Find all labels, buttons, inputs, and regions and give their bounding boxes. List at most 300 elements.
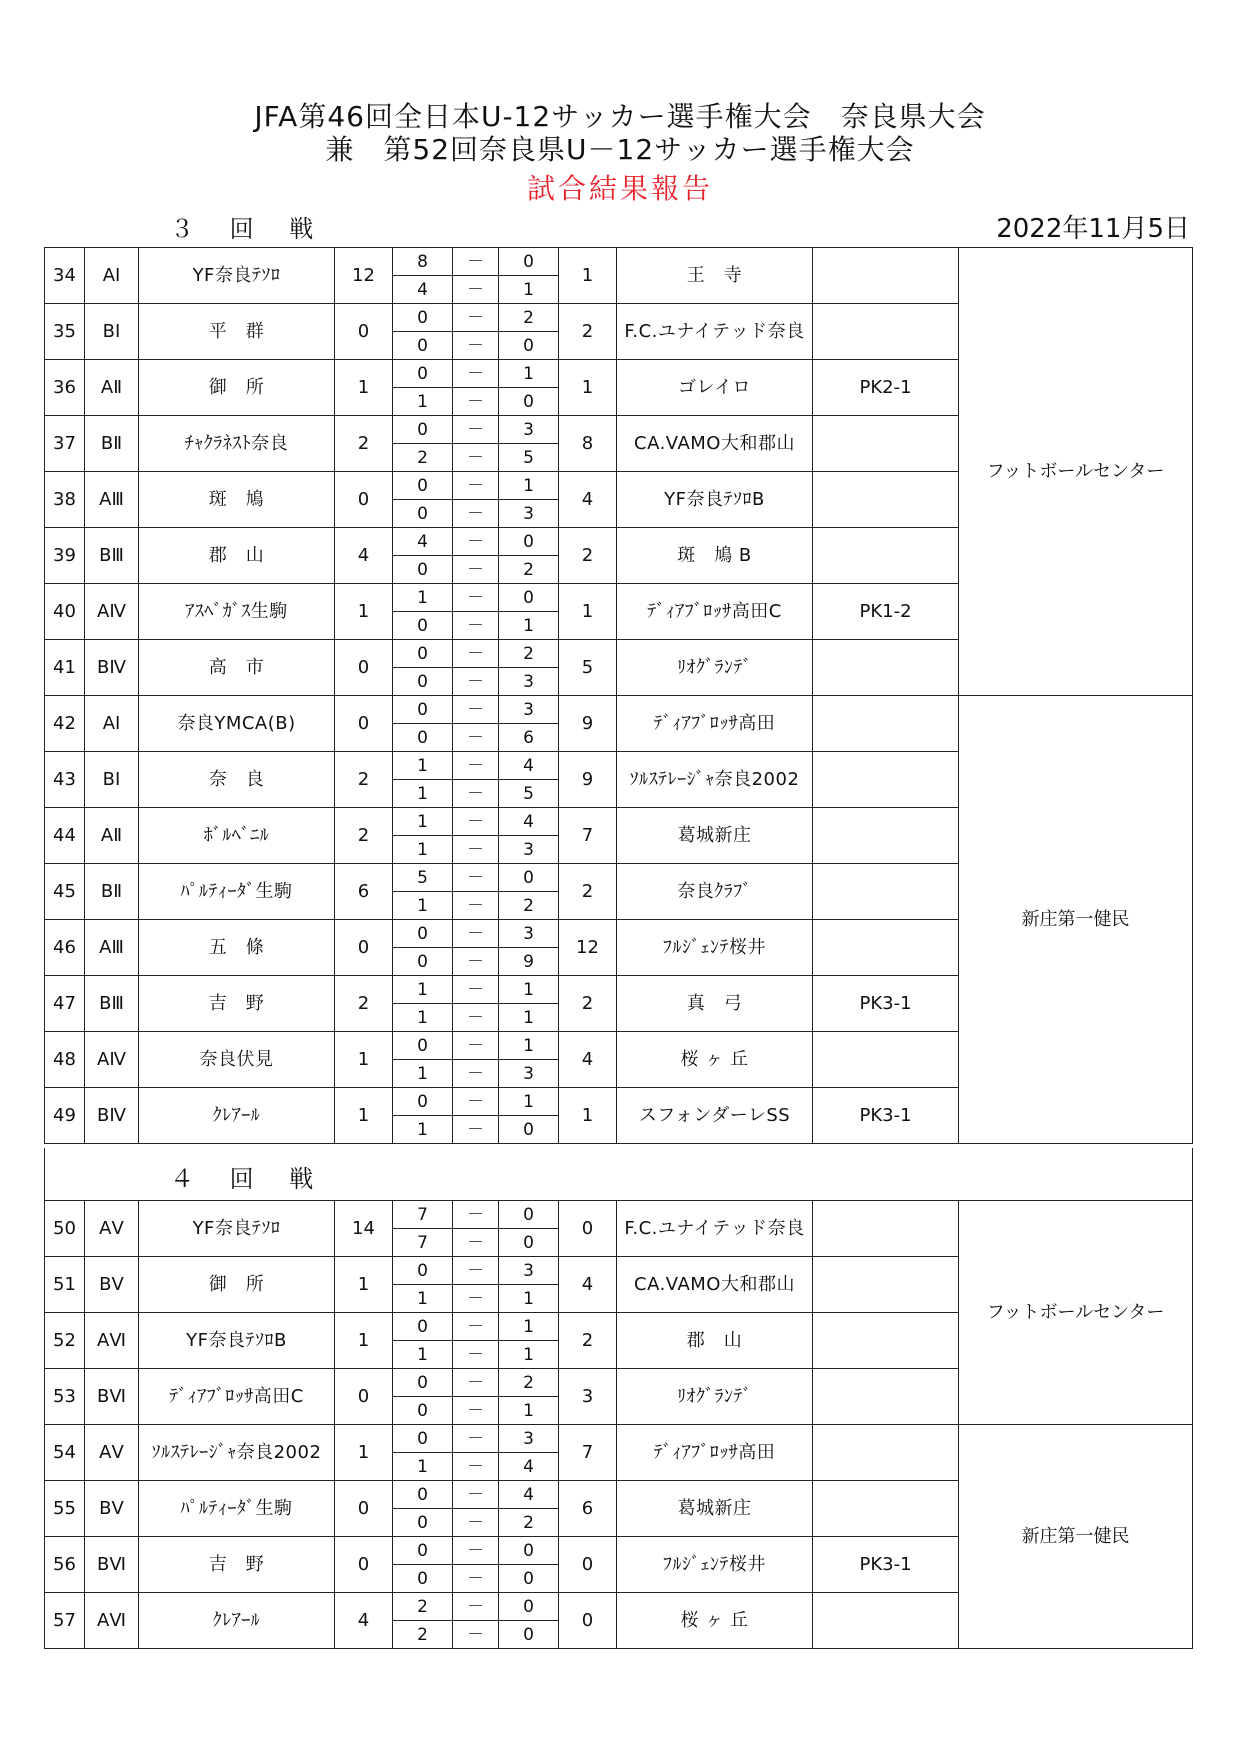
- second-half-away-score: 2: [499, 556, 559, 584]
- home-team: 高 市: [139, 640, 335, 696]
- score-dash: －: [453, 640, 499, 668]
- score-dash: －: [453, 836, 499, 864]
- match-number: 37: [45, 416, 85, 472]
- second-half-home-score: 1: [393, 1341, 453, 1369]
- first-half-away-score: 0: [499, 248, 559, 276]
- first-half-away-score: 0: [499, 584, 559, 612]
- pk-note: [813, 416, 959, 472]
- second-half-away-score: 0: [499, 1116, 559, 1144]
- match-number: 39: [45, 528, 85, 584]
- first-half-away-score: 1: [499, 1088, 559, 1116]
- first-half-home-score: 1: [393, 584, 453, 612]
- pk-note: [813, 1593, 959, 1649]
- match-number: 47: [45, 976, 85, 1032]
- first-half-home-score: 4: [393, 528, 453, 556]
- tournament-subtitle: 兼 第52回奈良県U－12サッカー選手権大会: [325, 133, 915, 166]
- home-team: ﾊﾟﾙﾃｨｰﾀﾞ生駒: [139, 864, 335, 920]
- score-dash: －: [453, 1509, 499, 1537]
- second-half-away-score: 3: [499, 1060, 559, 1088]
- away-team: 王 寺: [617, 248, 813, 304]
- second-half-away-score: 5: [499, 780, 559, 808]
- second-half-away-score: 1: [499, 1285, 559, 1313]
- match-number: 49: [45, 1088, 85, 1144]
- home-total-score: 2: [335, 416, 393, 472]
- match-number: 43: [45, 752, 85, 808]
- away-team: YF奈良ﾃｿﾛB: [617, 472, 813, 528]
- score-dash: －: [453, 304, 499, 332]
- second-half-home-score: 0: [393, 556, 453, 584]
- pk-note: [813, 248, 959, 304]
- match-number: 38: [45, 472, 85, 528]
- second-half-away-score: 3: [499, 668, 559, 696]
- match-row: [45, 1425, 1193, 1453]
- pk-note: [813, 528, 959, 584]
- match-number: 40: [45, 584, 85, 640]
- away-total-score: 3: [559, 1369, 617, 1425]
- away-team: 斑 鳩 B: [617, 528, 813, 584]
- first-half-away-score: 1: [499, 1313, 559, 1341]
- home-team: ｸﾚｱｰﾙ: [139, 1593, 335, 1649]
- first-half-home-score: 0: [393, 1425, 453, 1453]
- home-total-score: 0: [335, 472, 393, 528]
- home-total-score: 1: [335, 1425, 393, 1481]
- second-half-home-score: 0: [393, 1509, 453, 1537]
- block-label: AⅠ: [85, 248, 139, 304]
- home-total-score: 1: [335, 1088, 393, 1144]
- home-team: YF奈良ﾃｿﾛB: [139, 1313, 335, 1369]
- first-half-away-score: 4: [499, 1481, 559, 1509]
- score-dash: －: [453, 976, 499, 1004]
- second-half-home-score: 0: [393, 612, 453, 640]
- second-half-away-score: 0: [499, 388, 559, 416]
- score-dash: －: [453, 696, 499, 724]
- score-dash: －: [453, 556, 499, 584]
- away-team: ﾃﾞｨｱﾌﾞﾛｯｻ高田: [617, 1425, 813, 1481]
- away-total-score: 1: [559, 584, 617, 640]
- home-total-score: 0: [335, 696, 393, 752]
- match-number: 42: [45, 696, 85, 752]
- score-dash: －: [453, 248, 499, 276]
- block-label: AⅡ: [85, 808, 139, 864]
- away-total-score: 2: [559, 304, 617, 360]
- first-half-away-score: 0: [499, 528, 559, 556]
- home-team: 平 群: [139, 304, 335, 360]
- home-team: 奈 良: [139, 752, 335, 808]
- first-half-away-score: 0: [499, 864, 559, 892]
- score-dash: －: [453, 612, 499, 640]
- block-label: AⅣ: [85, 1032, 139, 1088]
- second-half-away-score: 1: [499, 276, 559, 304]
- home-team: ﾊﾟﾙﾃｨｰﾀﾞ生駒: [139, 1481, 335, 1537]
- match-number: 36: [45, 360, 85, 416]
- first-half-home-score: 0: [393, 1369, 453, 1397]
- away-team: 郡 山: [617, 1313, 813, 1369]
- score-dash: －: [453, 388, 499, 416]
- away-team: 葛城新庄: [617, 808, 813, 864]
- away-team: 奈良ｸﾗﾌﾞ: [617, 864, 813, 920]
- home-total-score: 1: [335, 360, 393, 416]
- second-half-away-score: 2: [499, 892, 559, 920]
- first-half-home-score: 7: [393, 1201, 453, 1229]
- first-half-home-score: 0: [393, 1537, 453, 1565]
- home-team: 斑 鳩: [139, 472, 335, 528]
- first-half-home-score: 0: [393, 920, 453, 948]
- pk-note: [813, 1369, 959, 1425]
- second-half-home-score: 0: [393, 500, 453, 528]
- first-half-away-score: 3: [499, 1257, 559, 1285]
- first-half-home-score: 1: [393, 976, 453, 1004]
- first-half-home-score: 0: [393, 360, 453, 388]
- pk-note: [813, 752, 959, 808]
- pk-note: [813, 1032, 959, 1088]
- block-label: AⅢ: [85, 472, 139, 528]
- first-half-home-score: 0: [393, 1313, 453, 1341]
- score-dash: －: [453, 1565, 499, 1593]
- second-half-home-score: 0: [393, 1397, 453, 1425]
- away-team: 桜 ヶ 丘: [617, 1032, 813, 1088]
- first-half-home-score: 1: [393, 752, 453, 780]
- away-team: ﾘｵｸﾞﾗﾝﾃﾞ: [617, 1369, 813, 1425]
- block-label: BⅡ: [85, 864, 139, 920]
- round-4-label: ４ 回 戦: [170, 1165, 328, 1193]
- block-label: BⅠ: [85, 752, 139, 808]
- second-half-away-score: 1: [499, 1397, 559, 1425]
- pk-note: [813, 864, 959, 920]
- venue-cell: 新庄第一健民: [959, 696, 1193, 1144]
- home-total-score: 12: [335, 248, 393, 304]
- away-total-score: 1: [559, 1088, 617, 1144]
- first-half-away-score: 2: [499, 304, 559, 332]
- first-half-away-score: 2: [499, 1369, 559, 1397]
- second-half-home-score: 2: [393, 444, 453, 472]
- score-dash: －: [453, 1481, 499, 1509]
- tournament-title: JFA第46回全日本U-12サッカー選手権大会 奈良県大会: [254, 100, 986, 133]
- home-total-score: 0: [335, 920, 393, 976]
- home-team: 五 條: [139, 920, 335, 976]
- round-4-results-table: [44, 1148, 1193, 1649]
- away-total-score: 9: [559, 696, 617, 752]
- away-team: F.C.ユナイテッド奈良: [617, 1201, 813, 1257]
- second-half-home-score: 1: [393, 1285, 453, 1313]
- away-team: スフォンダーレSS: [617, 1088, 813, 1144]
- first-half-away-score: 0: [499, 1201, 559, 1229]
- away-total-score: 2: [559, 976, 617, 1032]
- second-half-home-score: 0: [393, 724, 453, 752]
- first-half-home-score: 0: [393, 1088, 453, 1116]
- second-half-away-score: 1: [499, 1341, 559, 1369]
- block-label: BⅥ: [85, 1369, 139, 1425]
- second-half-away-score: 6: [499, 724, 559, 752]
- home-team: ﾁｬｸﾗﾈｽﾄ奈良: [139, 416, 335, 472]
- venue-cell: フットボールセンター: [959, 248, 1193, 696]
- first-half-away-score: 3: [499, 696, 559, 724]
- first-half-away-score: 4: [499, 808, 559, 836]
- home-total-score: 6: [335, 864, 393, 920]
- pk-note: PK3-1: [813, 1088, 959, 1144]
- first-half-home-score: 0: [393, 640, 453, 668]
- pk-note: [813, 1425, 959, 1481]
- away-total-score: 7: [559, 808, 617, 864]
- second-half-home-score: 1: [393, 1060, 453, 1088]
- round-3-results-table: [44, 247, 1193, 1144]
- second-half-home-score: 0: [393, 332, 453, 360]
- first-half-away-score: 3: [499, 416, 559, 444]
- home-team: ｿﾙｽﾃﾚｰｼﾞｬ奈良2002: [139, 1425, 335, 1481]
- second-half-away-score: 0: [499, 1229, 559, 1257]
- first-half-away-score: 0: [499, 1537, 559, 1565]
- home-total-score: 2: [335, 752, 393, 808]
- away-team: ﾘｵｸﾞﾗﾝﾃﾞ: [617, 640, 813, 696]
- pk-note: [813, 696, 959, 752]
- match-row: [45, 696, 1193, 724]
- away-team: 真 弓: [617, 976, 813, 1032]
- away-total-score: 5: [559, 640, 617, 696]
- second-half-home-score: 1: [393, 1004, 453, 1032]
- home-team: ｱｽﾍﾞｶﾞｽ生駒: [139, 584, 335, 640]
- first-half-away-score: 1: [499, 360, 559, 388]
- away-total-score: 8: [559, 416, 617, 472]
- second-half-home-score: 2: [393, 1621, 453, 1649]
- score-dash: －: [453, 668, 499, 696]
- away-team: CA.VAMO大和郡山: [617, 416, 813, 472]
- away-team: CA.VAMO大和郡山: [617, 1257, 813, 1313]
- match-number: 48: [45, 1032, 85, 1088]
- block-label: AⅣ: [85, 584, 139, 640]
- home-total-score: 4: [335, 528, 393, 584]
- block-label: AⅤ: [85, 1425, 139, 1481]
- score-dash: －: [453, 724, 499, 752]
- home-team: YF奈良ﾃｿﾛ: [139, 248, 335, 304]
- second-half-home-score: 1: [393, 892, 453, 920]
- away-total-score: 9: [559, 752, 617, 808]
- match-number: 54: [45, 1425, 85, 1481]
- second-half-home-score: 1: [393, 388, 453, 416]
- second-half-home-score: 0: [393, 668, 453, 696]
- away-total-score: 4: [559, 1257, 617, 1313]
- home-team: ｸﾚｱｰﾙ: [139, 1088, 335, 1144]
- block-label: BⅣ: [85, 1088, 139, 1144]
- score-dash: －: [453, 1313, 499, 1341]
- away-total-score: 7: [559, 1425, 617, 1481]
- score-dash: －: [453, 444, 499, 472]
- pk-note: PK3-1: [813, 976, 959, 1032]
- match-number: 41: [45, 640, 85, 696]
- report-date: 2022年11月5日: [996, 214, 1190, 244]
- score-dash: －: [453, 752, 499, 780]
- home-total-score: 2: [335, 808, 393, 864]
- first-half-home-score: 1: [393, 808, 453, 836]
- second-half-home-score: 4: [393, 276, 453, 304]
- score-dash: －: [453, 500, 499, 528]
- match-number: 51: [45, 1257, 85, 1313]
- home-total-score: 0: [335, 640, 393, 696]
- block-label: AⅥ: [85, 1593, 139, 1649]
- first-half-away-score: 3: [499, 1425, 559, 1453]
- score-dash: －: [453, 864, 499, 892]
- home-team: 奈良YMCA(B): [139, 696, 335, 752]
- away-team: ゴレイロ: [617, 360, 813, 416]
- pk-note: PK1-2: [813, 584, 959, 640]
- match-number: 57: [45, 1593, 85, 1649]
- match-number: 52: [45, 1313, 85, 1369]
- score-dash: －: [453, 360, 499, 388]
- score-dash: －: [453, 416, 499, 444]
- second-half-home-score: 1: [393, 836, 453, 864]
- block-label: AⅢ: [85, 920, 139, 976]
- pk-note: PK3-1: [813, 1537, 959, 1593]
- score-dash: －: [453, 1425, 499, 1453]
- match-row: [45, 1201, 1193, 1229]
- pk-note: [813, 640, 959, 696]
- first-half-away-score: 2: [499, 640, 559, 668]
- away-total-score: 0: [559, 1201, 617, 1257]
- second-half-home-score: 0: [393, 1565, 453, 1593]
- pk-note: [813, 1257, 959, 1313]
- block-label: BⅣ: [85, 640, 139, 696]
- away-total-score: 1: [559, 248, 617, 304]
- away-total-score: 0: [559, 1537, 617, 1593]
- away-team: ﾌﾙｼﾞｪﾝﾃ桜井: [617, 1537, 813, 1593]
- match-number: 56: [45, 1537, 85, 1593]
- score-dash: －: [453, 1032, 499, 1060]
- first-half-home-score: 0: [393, 1257, 453, 1285]
- score-dash: －: [453, 948, 499, 976]
- pk-note: [813, 808, 959, 864]
- score-dash: －: [453, 1088, 499, 1116]
- home-team: YF奈良ﾃｿﾛ: [139, 1201, 335, 1257]
- home-total-score: 4: [335, 1593, 393, 1649]
- report-title: 試合結果報告: [526, 172, 713, 205]
- pk-note: [813, 1313, 959, 1369]
- match-number: 34: [45, 248, 85, 304]
- block-label: BⅡ: [85, 416, 139, 472]
- away-team: 桜 ヶ 丘: [617, 1593, 813, 1649]
- away-total-score: 0: [559, 1593, 617, 1649]
- home-team: 御 所: [139, 360, 335, 416]
- pk-note: [813, 1201, 959, 1257]
- away-total-score: 6: [559, 1481, 617, 1537]
- first-half-home-score: 0: [393, 416, 453, 444]
- home-total-score: 1: [335, 1257, 393, 1313]
- first-half-home-score: 2: [393, 1593, 453, 1621]
- score-dash: －: [453, 892, 499, 920]
- first-half-away-score: 1: [499, 976, 559, 1004]
- home-team: 吉 野: [139, 1537, 335, 1593]
- first-half-away-score: 0: [499, 1593, 559, 1621]
- first-half-away-score: 3: [499, 920, 559, 948]
- match-number: 53: [45, 1369, 85, 1425]
- first-half-home-score: 0: [393, 696, 453, 724]
- score-dash: －: [453, 1285, 499, 1313]
- second-half-away-score: 2: [499, 1509, 559, 1537]
- second-half-away-score: 0: [499, 332, 559, 360]
- second-half-away-score: 3: [499, 500, 559, 528]
- away-team: F.C.ユナイテッド奈良: [617, 304, 813, 360]
- first-half-home-score: 0: [393, 1481, 453, 1509]
- score-dash: －: [453, 1229, 499, 1257]
- home-total-score: 1: [335, 1032, 393, 1088]
- second-half-home-score: 1: [393, 1116, 453, 1144]
- score-dash: －: [453, 528, 499, 556]
- first-half-away-score: 1: [499, 472, 559, 500]
- away-team: ﾃﾞｨｱﾌﾞﾛｯｻ高田C: [617, 584, 813, 640]
- second-half-away-score: 3: [499, 836, 559, 864]
- away-total-score: 2: [559, 528, 617, 584]
- score-dash: －: [453, 1593, 499, 1621]
- score-dash: －: [453, 780, 499, 808]
- home-total-score: 0: [335, 1369, 393, 1425]
- away-team: 葛城新庄: [617, 1481, 813, 1537]
- home-total-score: 0: [335, 1481, 393, 1537]
- second-half-away-score: 5: [499, 444, 559, 472]
- score-dash: －: [453, 808, 499, 836]
- score-dash: －: [453, 1060, 499, 1088]
- score-dash: －: [453, 1116, 499, 1144]
- first-half-home-score: 0: [393, 1032, 453, 1060]
- score-dash: －: [453, 1621, 499, 1649]
- away-team: ｿﾙｽﾃﾚｰｼﾞｬ奈良2002: [617, 752, 813, 808]
- away-total-score: 4: [559, 472, 617, 528]
- second-half-home-score: 1: [393, 1453, 453, 1481]
- home-team: 吉 野: [139, 976, 335, 1032]
- score-dash: －: [453, 1201, 499, 1229]
- block-label: BⅤ: [85, 1257, 139, 1313]
- score-dash: －: [453, 920, 499, 948]
- match-row: [45, 248, 1193, 276]
- home-team: 御 所: [139, 1257, 335, 1313]
- home-team: ﾃﾞｨｱﾌﾞﾛｯｻ高田C: [139, 1369, 335, 1425]
- first-half-away-score: 1: [499, 1032, 559, 1060]
- score-dash: －: [453, 472, 499, 500]
- match-number: 35: [45, 304, 85, 360]
- match-number: 50: [45, 1201, 85, 1257]
- home-total-score: 2: [335, 976, 393, 1032]
- block-label: BⅢ: [85, 976, 139, 1032]
- home-total-score: 0: [335, 1537, 393, 1593]
- second-half-away-score: 0: [499, 1621, 559, 1649]
- pk-note: [813, 472, 959, 528]
- home-team: ﾎﾞﾙﾍﾞﾆﾙ: [139, 808, 335, 864]
- round-3-label: ３ 回 戦: [170, 215, 328, 243]
- home-total-score: 1: [335, 584, 393, 640]
- away-total-score: 4: [559, 1032, 617, 1088]
- first-half-home-score: 8: [393, 248, 453, 276]
- block-label: BⅢ: [85, 528, 139, 584]
- away-team: ﾌﾙｼﾞｪﾝﾃ桜井: [617, 920, 813, 976]
- block-label: BⅤ: [85, 1481, 139, 1537]
- home-total-score: 0: [335, 304, 393, 360]
- second-half-away-score: 4: [499, 1453, 559, 1481]
- score-dash: －: [453, 1453, 499, 1481]
- score-dash: －: [453, 1537, 499, 1565]
- block-label: BⅥ: [85, 1537, 139, 1593]
- score-dash: －: [453, 1257, 499, 1285]
- match-number: 55: [45, 1481, 85, 1537]
- pk-note: PK2-1: [813, 360, 959, 416]
- first-half-home-score: 0: [393, 304, 453, 332]
- venue-cell: フットボールセンター: [959, 1201, 1193, 1425]
- away-total-score: 2: [559, 864, 617, 920]
- home-total-score: 1: [335, 1313, 393, 1369]
- home-team: 郡 山: [139, 528, 335, 584]
- block-label: AⅡ: [85, 360, 139, 416]
- second-half-away-score: 9: [499, 948, 559, 976]
- away-total-score: 2: [559, 1313, 617, 1369]
- away-total-score: 1: [559, 360, 617, 416]
- block-label: AⅤ: [85, 1201, 139, 1257]
- pk-note: [813, 1481, 959, 1537]
- away-total-score: 12: [559, 920, 617, 976]
